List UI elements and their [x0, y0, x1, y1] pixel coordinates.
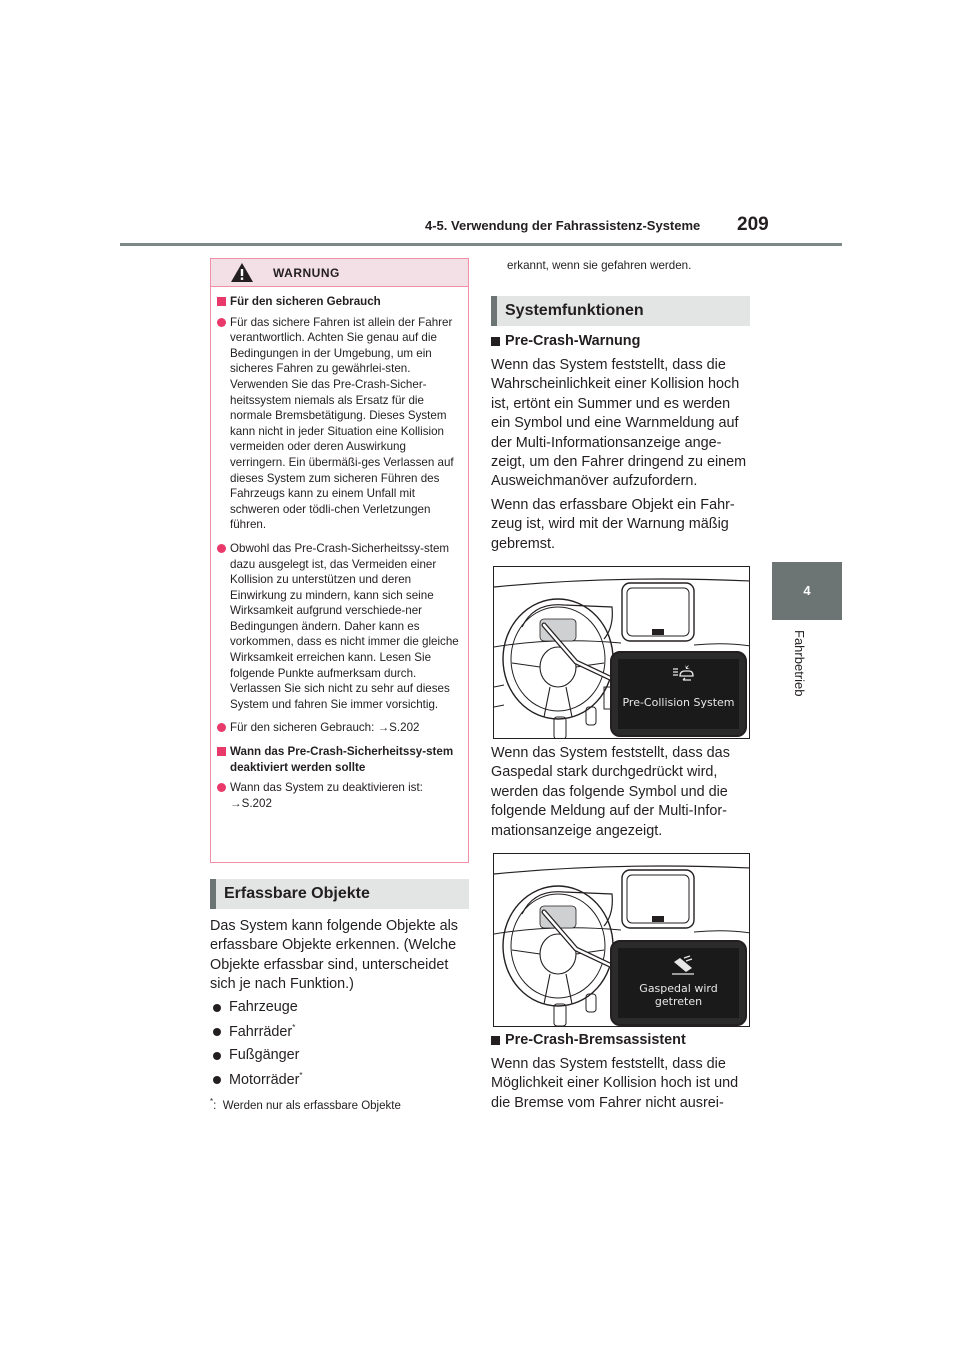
paragraph: Wenn das System feststellt, dass die Wahrscheinlichkeit einer Kollision hoch ist, ertönt ein Summer und es werden ein Symbol und eine Warnmeldung auf der Multi-Informationsanzeige ange-zeigt, um den Fahrer dringend zu einem Ausweichmanöver aufzufordern. [491, 357, 747, 490]
display-message-line2: getreten [654, 995, 703, 1008]
header-title: 4-5. Verwendung der Fahrassistenz-Systeme [425, 218, 701, 233]
bullet-icon [213, 1028, 221, 1036]
bullet-icon [213, 1052, 221, 1060]
continuation-text: erkannt, wenn sie gefahren werden. [507, 259, 692, 272]
pre-collision-icon [671, 663, 695, 683]
list-item: Fußgänger [212, 1047, 299, 1063]
warning-heading: Für den sicheren Gebrauch [217, 294, 460, 310]
section-title-erfassbare-objekte: Erfassbare Objekte [210, 879, 469, 909]
paragraph: Wenn das System feststellt, dass die Möglichkeit einer Kollision hoch ist und die Bremse vom Fahrer nicht ausrei- [491, 1056, 739, 1111]
warning-item: Obwohl das Pre-Crash-Sicherheitssy-stem dazu ausgelegt ist, das Vermeiden einer Kollision zu unterstützen und deren Einwirkung zu mindern, kann sich seine Wirksamkeit aufgrund verschiede-ner Bedingungen ändern. Daher kann es vorkommen, dass es nicht immer die gleiche Wirksamkeit erreichen kann. Lesen Sie folgende Punkte aufmerksam durch. Verlassen Sie sich nicht zu sehr auf dieses System und fahren Sie immer vorsichtig. [217, 541, 460, 713]
pedal-pressed-icon [670, 954, 696, 976]
round-bullet-icon [217, 318, 226, 327]
warning-item: Für das sichere Fahren ist allein der Fahrer verantwortlich. Achten Sie genau auf die Bedingungen in der Umgebung, um ein sicheres Fahren zu gewährlei-sten. Verwenden Sie das Pre-Crash-Sicher-heitssystem niemals als Ersatz für die normale Bremsbetätigung. Dieses System kann nicht in jeder Situation eine Kollision vermeiden oder deren Auswirkung verringern. Ein übermäßi-ges Verlassen auf dieses System zum sicheren Führen des Fahrzeugs kann zu einem Unfall mit schweren oder tödli-chen Verletzungen führen. [217, 315, 460, 533]
display-message: Pre-Collision System [622, 696, 735, 709]
square-bullet-icon [217, 297, 226, 306]
bullet-icon [213, 1004, 221, 1012]
header-rule [120, 243, 842, 246]
paragraph: Wenn das System feststellt, dass das Gaspedal stark durchgedrückt wird, werden das folgende Symbol und die folgende Meldung auf der Multi-Infor-mationsanzeige angezeigt. [491, 745, 730, 839]
page-number: 209 [737, 214, 769, 235]
list-item: Fahrzeuge [212, 999, 298, 1015]
intro-paragraph: Das System kann folgende Objekte als erfassbare Objekte erkennen. (Welche Objekte erfassbar sind, unterscheidet sich je nach Funktion.) [210, 918, 458, 993]
round-bullet-icon [217, 783, 226, 792]
warning-triangle-icon [230, 262, 254, 283]
square-bullet-icon [217, 747, 226, 756]
display-callout [610, 651, 747, 737]
square-bullet-icon [491, 1036, 500, 1045]
footnote: *: Werden nur als erfassbare Objekte [210, 1097, 401, 1112]
bullet-icon [213, 1076, 221, 1084]
square-bullet-icon [491, 337, 500, 346]
section-title-systemfunktionen: Systemfunktionen [491, 296, 750, 326]
round-bullet-icon [217, 544, 226, 553]
round-bullet-icon [217, 723, 226, 732]
list-item: Fahrräder* [212, 1023, 295, 1040]
subheading-pre-crash-warnung: Pre-Crash-Warnung [491, 333, 640, 349]
warning-item: Für den sicheren Gebrauch: →S.202 [217, 720, 460, 736]
warning-item: Wann das System zu deaktivieren ist: →S.202 [217, 780, 460, 811]
display-message-line1: Gaspedal wird [639, 982, 718, 995]
cockpit-illustration-gaspedal [493, 853, 750, 1027]
cockpit-illustration-pre-collision [493, 566, 750, 739]
warning-heading: Wann das Pre-Crash-Sicherheitssy-stem deaktiviert werden sollte [217, 744, 460, 775]
chapter-label: Fahrbetrieb [792, 630, 807, 697]
paragraph: Wenn das erfassbare Objekt ein Fahr-zeug ist, wird mit der Warnung mäßig gebremst. [491, 497, 735, 552]
warning-label: WARNUNG [273, 266, 340, 280]
list-item: Motorräder* [212, 1071, 303, 1088]
subheading-bremsassistent: Pre-Crash-Bremsassistent [491, 1032, 686, 1048]
chapter-tab: 4 [772, 562, 842, 620]
warning-box [210, 258, 469, 863]
warning-header [211, 259, 468, 287]
display-callout [610, 940, 747, 1026]
